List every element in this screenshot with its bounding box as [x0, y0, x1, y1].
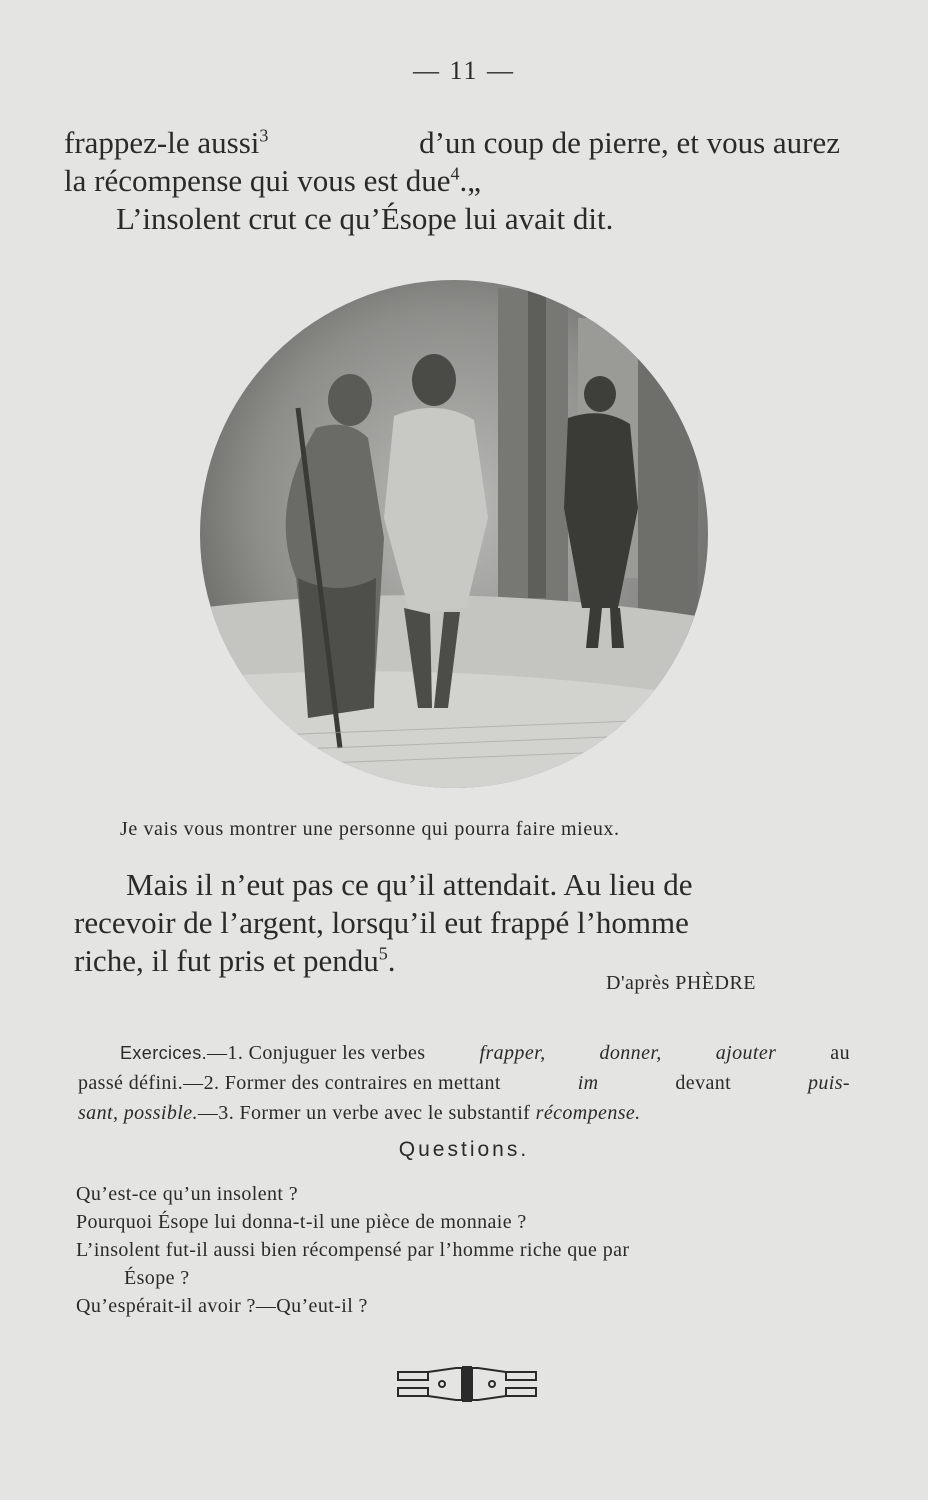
question-item: L’insolent fut-il aussi bien récompensé par l’homme riche que par [76, 1239, 630, 1261]
text-line: L’insolent crut ce qu’Ésope lui avait dit. [116, 201, 614, 236]
text-line: riche, il fut pris et pendu$^5$. [74, 943, 396, 978]
decorative-ornament-icon [396, 1366, 538, 1402]
footnote-marker: 4 [450, 163, 460, 184]
text-line: recevoir de l’argent, lorsqu’il eut frappé l’homme [74, 905, 689, 940]
footnote-marker: 3 [259, 125, 269, 146]
text-line: la récompense qui vous est due$^4$.„ [64, 163, 482, 198]
illustration-caption: Je vais vous montrer une personne qui pourra faire mieux. [120, 818, 620, 840]
top-paragraph [64, 124, 844, 238]
questions-heading: Questions. [398, 1138, 530, 1161]
page-number: — 11 — [412, 56, 516, 85]
text-line: frappez-le aussi$^3$ d’un coup de pierre, et vous aurez [64, 125, 840, 160]
question-item-continuation: Ésope ? [124, 1267, 190, 1289]
text-line: sant, possible.—3. Former un verbe avec le substantif récompense. [78, 1102, 641, 1124]
exercises-label: Exercices. [120, 1043, 208, 1063]
exercises-block [78, 1038, 850, 1128]
text-line: passé défini.—2. Former des contraires en mettant im devant puis- [78, 1072, 850, 1094]
question-item: Qu’est-ce qu’un insolent ? [76, 1183, 299, 1205]
question-item: Qu’espérait-il avoir ?—Qu’eut-il ? [76, 1295, 368, 1317]
text-line: Mais il n’eut pas ce qu’il attendait. Au lieu de [126, 867, 693, 902]
questions-list [76, 1180, 856, 1320]
text-line: Exercices.—1. Conjuguer les verbes frapper, donner, ajouter au [120, 1042, 850, 1064]
question-item: Pourquoi Ésope lui donna-t-il une pièce de monnaie ? [76, 1211, 527, 1233]
middle-paragraph [74, 866, 854, 980]
attribution: D'après PHÈDRE [606, 972, 757, 994]
engraving-illustration [198, 278, 710, 790]
footnote-marker: 5 [378, 943, 388, 964]
